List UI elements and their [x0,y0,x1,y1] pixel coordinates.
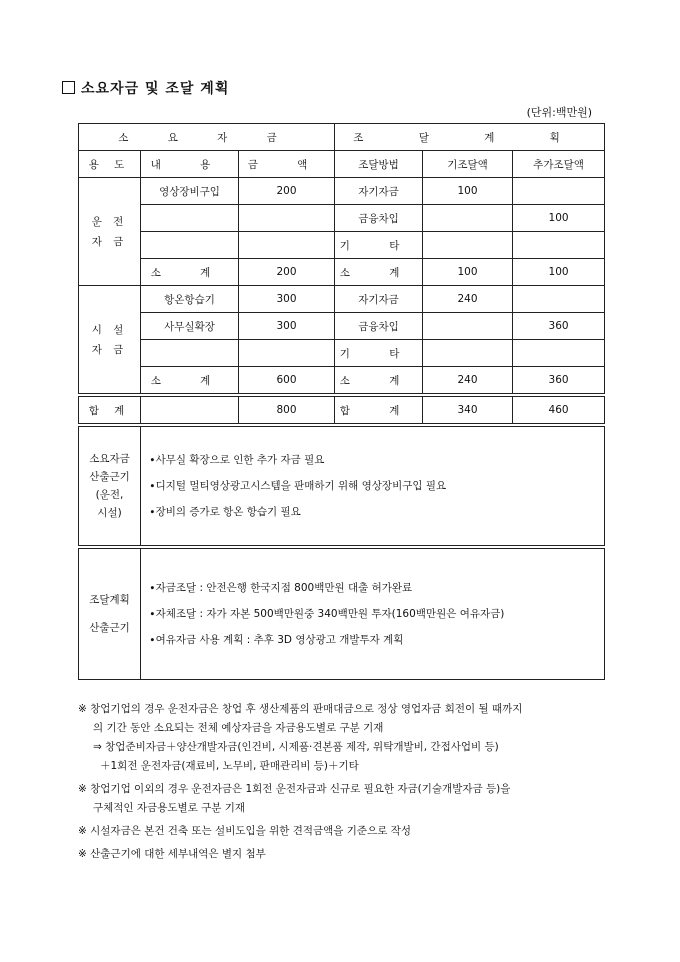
note-line: ⇒ 창업준비자금＋양산개발자금(인건비, 시제품·견본품 제작, 위탁개발비, 간접사업비 등) [93,741,499,753]
basis-need-item: ∙장비의 증가로 항온 항습기 필요 [149,506,301,518]
note-line: ＋1회전 운전자금(재료비, 노무비, 판매관리비 등)＋기타 [100,760,359,772]
funding-table [78,123,605,680]
op-amount: 200 [239,178,335,205]
op-amount [239,232,335,259]
basis-supply-item: ∙자금조달 : 안전은행 한국지점 800백만원 대출 허가완료 [149,582,413,594]
facility-label: 시 설 자 금 [79,286,141,394]
fac-additional [513,340,605,367]
fac-subtotal-label: 소 계 [141,367,239,394]
fac-existing [423,313,513,340]
basis-supply-item: ∙자체조달 : 자가 자본 500백만원중 340백만원 투자(160백만원은 여유자금) [149,608,505,620]
fac-amount: 300 [239,286,335,313]
basis-supply-item: ∙여유자금 사용 계획 : 추후 3D 영상광고 개발투자 계획 [149,634,404,646]
op-method: 금융차입 [335,205,423,232]
op-existing [423,205,513,232]
op-method: 기 타 [335,232,423,259]
header-need: 소 요 자 금 [79,124,335,151]
fac-subtotal-existing: 240 [423,367,513,394]
op-method: 자기자금 [335,178,423,205]
fac-subtotal-additional: 360 [513,367,605,394]
op-content [141,232,239,259]
note-line: 구체적인 자금용도별로 구분 기재 [93,802,246,814]
basis-need-item: ∙사무실 확장으로 인한 추가 자금 필요 [149,454,325,466]
fac-amount: 300 [239,313,335,340]
note-line: ※ 창업기업의 경우 운전자금은 창업 후 생산제품의 판매대금으로 정상 영업자금 회전이 될 때까지 [78,703,523,715]
fac-existing [423,340,513,367]
op-existing [423,232,513,259]
fac-content [141,340,239,367]
note-line: ※ 산출근기에 대한 세부내역은 별지 첨부 [78,848,266,860]
total-content [141,397,239,424]
total-additional: 460 [513,397,605,424]
op-subtotal-additional: 100 [513,259,605,286]
op-amount [239,205,335,232]
col-method: 조달방법 [335,151,423,178]
op-subtotal-label: 소 계 [141,259,239,286]
fac-subtotal-amount: 600 [239,367,335,394]
op-subtotal-method: 소 계 [335,259,423,286]
op-existing: 100 [423,178,513,205]
fac-method: 자기자금 [335,286,423,313]
col-use: 용 도 [79,151,141,178]
op-content: 영상장비구입 [141,178,239,205]
op-subtotal-existing: 100 [423,259,513,286]
col-amount: 금 액 [239,151,335,178]
notes [78,700,638,868]
note-line: 의 기간 동안 소요되는 전체 예상자금을 자금용도별로 구분 기재 [93,722,384,734]
fac-content: 사무실확장 [141,313,239,340]
fac-method: 기 타 [335,340,423,367]
operating-label: 운 전 자 금 [79,178,141,286]
op-subtotal-amount: 200 [239,259,335,286]
note-line: ※ 시설자금은 본건 건축 또는 설비도입을 위한 견적금액을 기준으로 작성 [78,825,411,837]
unit-label: (단위:백만원) [526,106,592,119]
basis-supply-list [141,549,605,680]
checkbox-square-icon [62,81,75,94]
fac-content: 항온항습기 [141,286,239,313]
fac-additional [513,286,605,313]
header-supply: 조 달 계 획 [335,124,605,151]
page-title [62,78,229,98]
op-additional: 100 [513,205,605,232]
total-existing: 340 [423,397,513,424]
op-additional [513,178,605,205]
fac-existing: 240 [423,286,513,313]
note-line: ※ 창업기업 이외의 경우 운전자금은 1회전 운전자금과 신규로 필요한 자금(기술개발자금 등)을 [78,783,511,795]
fac-method: 금융차입 [335,313,423,340]
total-label: 합 계 [79,397,141,424]
col-additional: 추가조달액 [513,151,605,178]
basis-need-item: ∙디지털 멀티영상광고시스템을 판매하기 위해 영상장비구입 필요 [149,480,447,492]
op-additional [513,232,605,259]
title-text: 소요자금 및 조달 계획 [81,81,230,97]
fac-amount [239,340,335,367]
col-existing: 기조달액 [423,151,513,178]
basis-supply-label: 조달계획 산출근기 [79,549,141,680]
op-content [141,205,239,232]
basis-need-list [141,427,605,546]
fac-subtotal-method: 소 계 [335,367,423,394]
basis-need-label: 소요자금 산출근기 (운전, 시설) [79,427,141,546]
col-content: 내 용 [141,151,239,178]
total-method: 합 계 [335,397,423,424]
total-amount: 800 [239,397,335,424]
fac-additional: 360 [513,313,605,340]
